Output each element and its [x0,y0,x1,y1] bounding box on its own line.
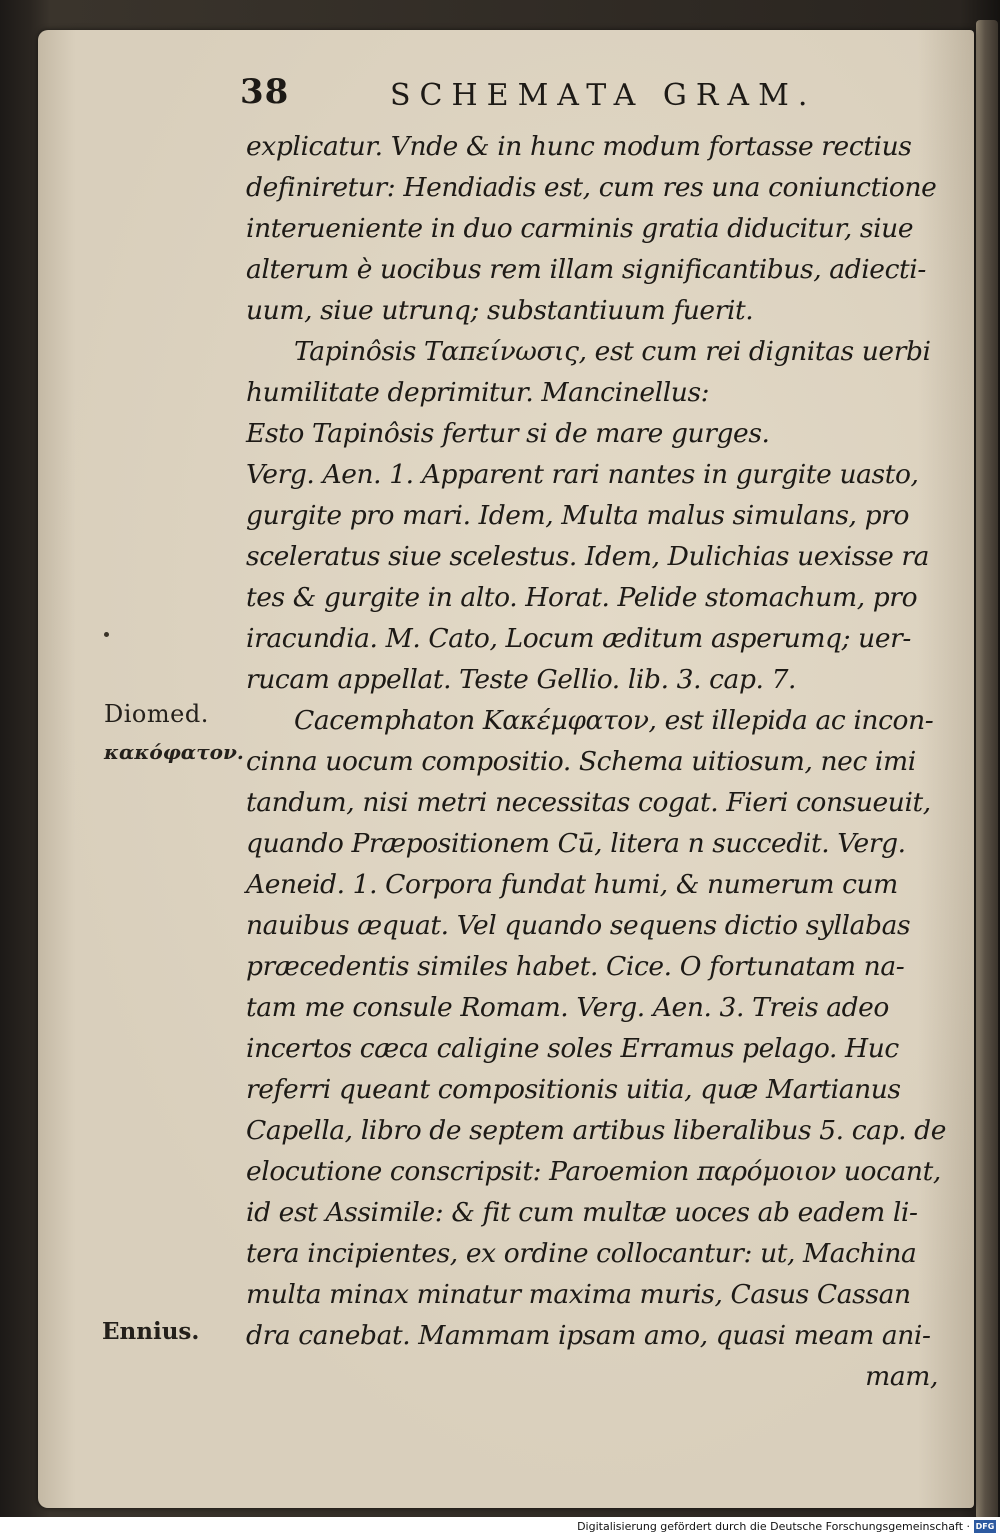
text-line: Verg. Aen. 1. Apparent rari nantes in gurgite uasto, [246,459,919,490]
text-line: Aeneid. 1. Corpora fundat humi, & numerum cum [246,869,898,900]
text-line: explicatur. Vnde & in hunc modum fortasse rectius [246,131,912,162]
page-edge [976,20,998,1520]
text-line: quando Præpositionem Cū, litera n succedit. Verg. [246,828,906,859]
text-line: alterum è uocibus rem illam significantibus, adiecti- [246,254,926,285]
text-line: dra canebat. Mammam ipsam amo, quasi meam ani- [246,1320,931,1351]
page-number: 38 [240,72,290,112]
text-line: Cacemphaton Κακέμφατον, est illepida ac incon- [294,705,934,736]
text-line: definiretur: Hendiadis est, cum res una coniunctione [246,172,937,203]
text-line: tam me consule Romam. Verg. Aen. 3. Treis adeo [246,992,889,1023]
text-line: Capella, libro de septem artibus liberalibus 5. cap. de [246,1115,946,1146]
funding-credit: Digitalisierung gefördert durch die Deutsche Forschungsgemeinschaft · [577,1520,970,1533]
running-head: SCHEMATA GRAM. [390,78,817,113]
text-line: iracundia. M. Cato, Locum æditum asperumq; uer- [246,623,911,654]
text-line: sceleratus siue scelestus. Idem, Dulichias uexisse ra [246,541,930,572]
text-line: tera incipientes, ex ordine collocantur: ut, Machina [246,1238,917,1269]
text-line: referri queant compositionis uitia, quæ Martianus [246,1074,901,1105]
text-line: Esto Tapinôsis fertur si de mare gurges. [246,418,770,449]
margin-note-ennius: Ennius. [102,1318,200,1345]
text-line: tandum, nisi metri necessitas cogat. Fieri consueuit, [246,787,931,818]
dfg-logo: DFG [975,1522,995,1531]
page-header [240,72,860,120]
margin-note-diomedes: Diomed. [104,700,209,728]
text-line: gurgite pro mari. Idem, Multa malus simulans, pro [246,500,909,531]
text-line: mam, [865,1361,938,1392]
text-line: elocutione conscripsit: Paroemion παρόμοιον uocant, [246,1156,941,1187]
text-line: multa minax minatur maxima muris, Casus Cassan [246,1279,911,1310]
margin-dot [104,632,109,637]
text-line: Tapinôsis Ταπείνωσις, est cum rei dignitas uerbi [294,336,931,367]
text-line: uum, siue utrunq; substantiuum fuerit. [246,295,754,326]
main-text [246,126,956,1397]
text-line: tes & gurgite in alto. Horat. Pelide stomachum, pro [246,582,918,613]
text-line: cinna uocum compositio. Schema uitiosum, nec imi [246,746,916,777]
text-line: humilitate deprimitur. Mancinellus: [246,377,710,408]
text-line: rucam appellat. Teste Gellio. lib. 3. cap. 7. [246,664,797,695]
text-line: præcedentis similes habet. Cice. O fortunatam na- [246,951,905,982]
text-line: interueniente in duo carminis gratia diducitur, siue [246,213,914,244]
text-line: incertos cæca caligine soles Erramus pelago. Huc [246,1033,899,1064]
text-line: nauibus æquat. Vel quando sequens dictio syllabas [246,910,911,941]
margin-note-greek: κακόφατον. [104,740,244,764]
text-line: id est Assimile: & fit cum multæ uoces ab eadem li- [246,1197,918,1228]
